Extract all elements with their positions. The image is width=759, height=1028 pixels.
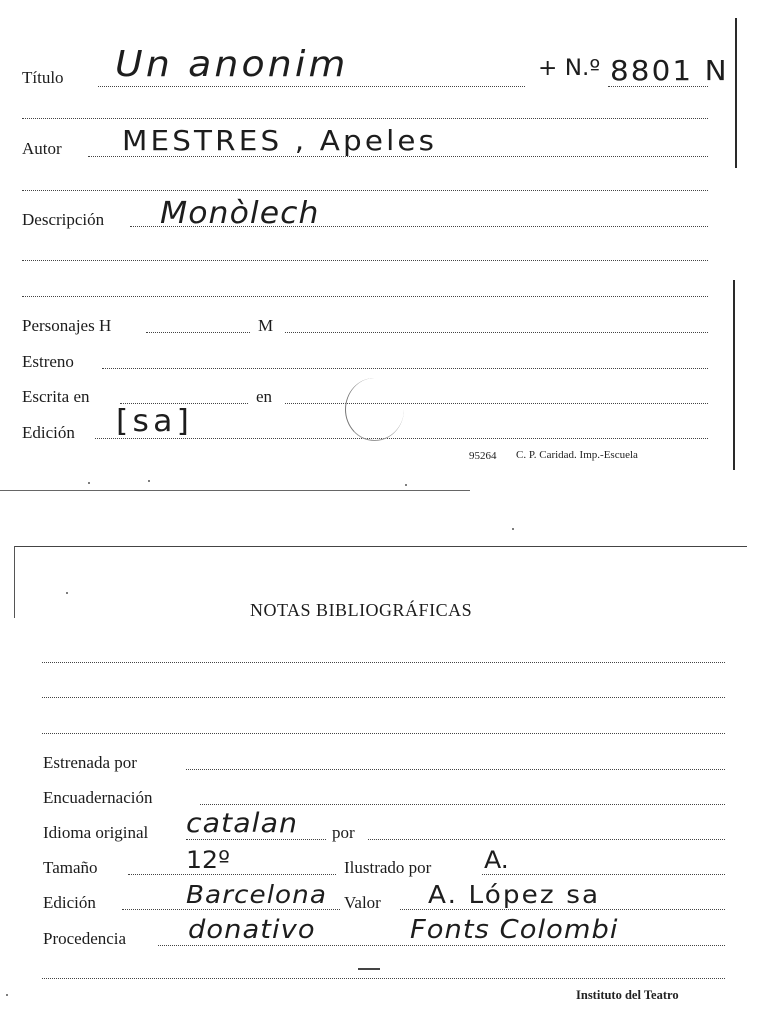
notas-heading: NOTAS BIBLIOGRÁFICAS [250,600,473,620]
notas-line-3 [42,733,725,734]
value-numero-prefix: + N.º [538,56,601,81]
label-ilustrado-por: Ilustrado por [344,858,432,877]
procedencia-line [158,945,725,946]
blank-line-3 [22,260,708,261]
label-encuadernacion: Encuadernación [43,788,153,807]
speck [6,994,8,996]
label-escrita-en: Escrita en [22,387,90,406]
titulo-line [98,86,525,87]
notas-line-1 [42,662,725,663]
notas-line-2 [42,697,725,698]
printer-number: 95264 [469,450,497,462]
value-numero: 8801 N [610,54,729,87]
personajes-h-line [146,332,250,333]
label-descripcion: Descripción [22,210,105,229]
blank-line-1 [22,118,708,119]
por-line [368,839,725,840]
card-bottom-top-edge [14,546,747,547]
speck [88,482,90,484]
value-edicion: [sa] [116,404,194,439]
blank-line-2 [22,190,708,191]
printer-name: C. P. Caridad. Imp.-Escuela [516,449,638,461]
card-top-right-edge [735,18,737,168]
value-procedencia-extra: Fonts Colombi [410,915,619,945]
value-ilustrado-por: A. [484,846,509,874]
label-valor: Valor [344,893,381,912]
label-personajes: Personajes H [22,316,112,335]
punch-hole-mark [345,378,404,441]
label-autor: Autor [22,139,62,158]
label-estrenada-por: Estrenada por [43,753,137,772]
label-edicion-2: Edición [43,893,96,912]
value-idioma-original: catalan [186,808,299,839]
ilustrado-por-line [482,874,725,875]
label-edicion: Edición [22,423,75,442]
value-descripcion: Monòlech [160,196,320,231]
card-top-bottom-edge [0,490,470,491]
edicion-2-line [122,909,340,910]
dash-mark [358,968,380,970]
value-titulo: Un anonim [115,44,349,85]
label-estreno: Estreno [22,352,74,371]
label-tamano: Tamaño [43,858,98,877]
estreno-line [102,368,708,369]
personajes-m-line [285,332,708,333]
label-por: por [332,823,355,842]
label-idioma-original: Idioma original [43,823,149,842]
speck [405,484,407,486]
tamano-line [128,874,336,875]
speck [66,592,68,594]
value-tamano: 12º [186,846,230,874]
estrenada-por-line [186,769,725,770]
label-en: en [256,387,273,406]
card-top-right-edge-lower [733,280,735,470]
speck [148,480,150,482]
footer-instituto: Instituto del Teatro [576,988,679,1002]
value-autor: MESTRES , Apeles [122,124,438,157]
card-bottom-left-edge [14,546,15,618]
value-valor: A. López sa [428,880,601,909]
label-titulo: Título [22,68,64,87]
label-m: M [258,316,274,335]
encuadernacion-line [200,804,725,805]
valor-line [400,909,725,910]
value-edicion-2: Barcelona [186,880,327,909]
value-procedencia: donativo [188,915,316,945]
speck [512,528,514,530]
idioma-original-line [186,839,326,840]
bottom-line [42,978,725,979]
blank-line-4 [22,296,708,297]
label-procedencia: Procedencia [43,929,127,948]
